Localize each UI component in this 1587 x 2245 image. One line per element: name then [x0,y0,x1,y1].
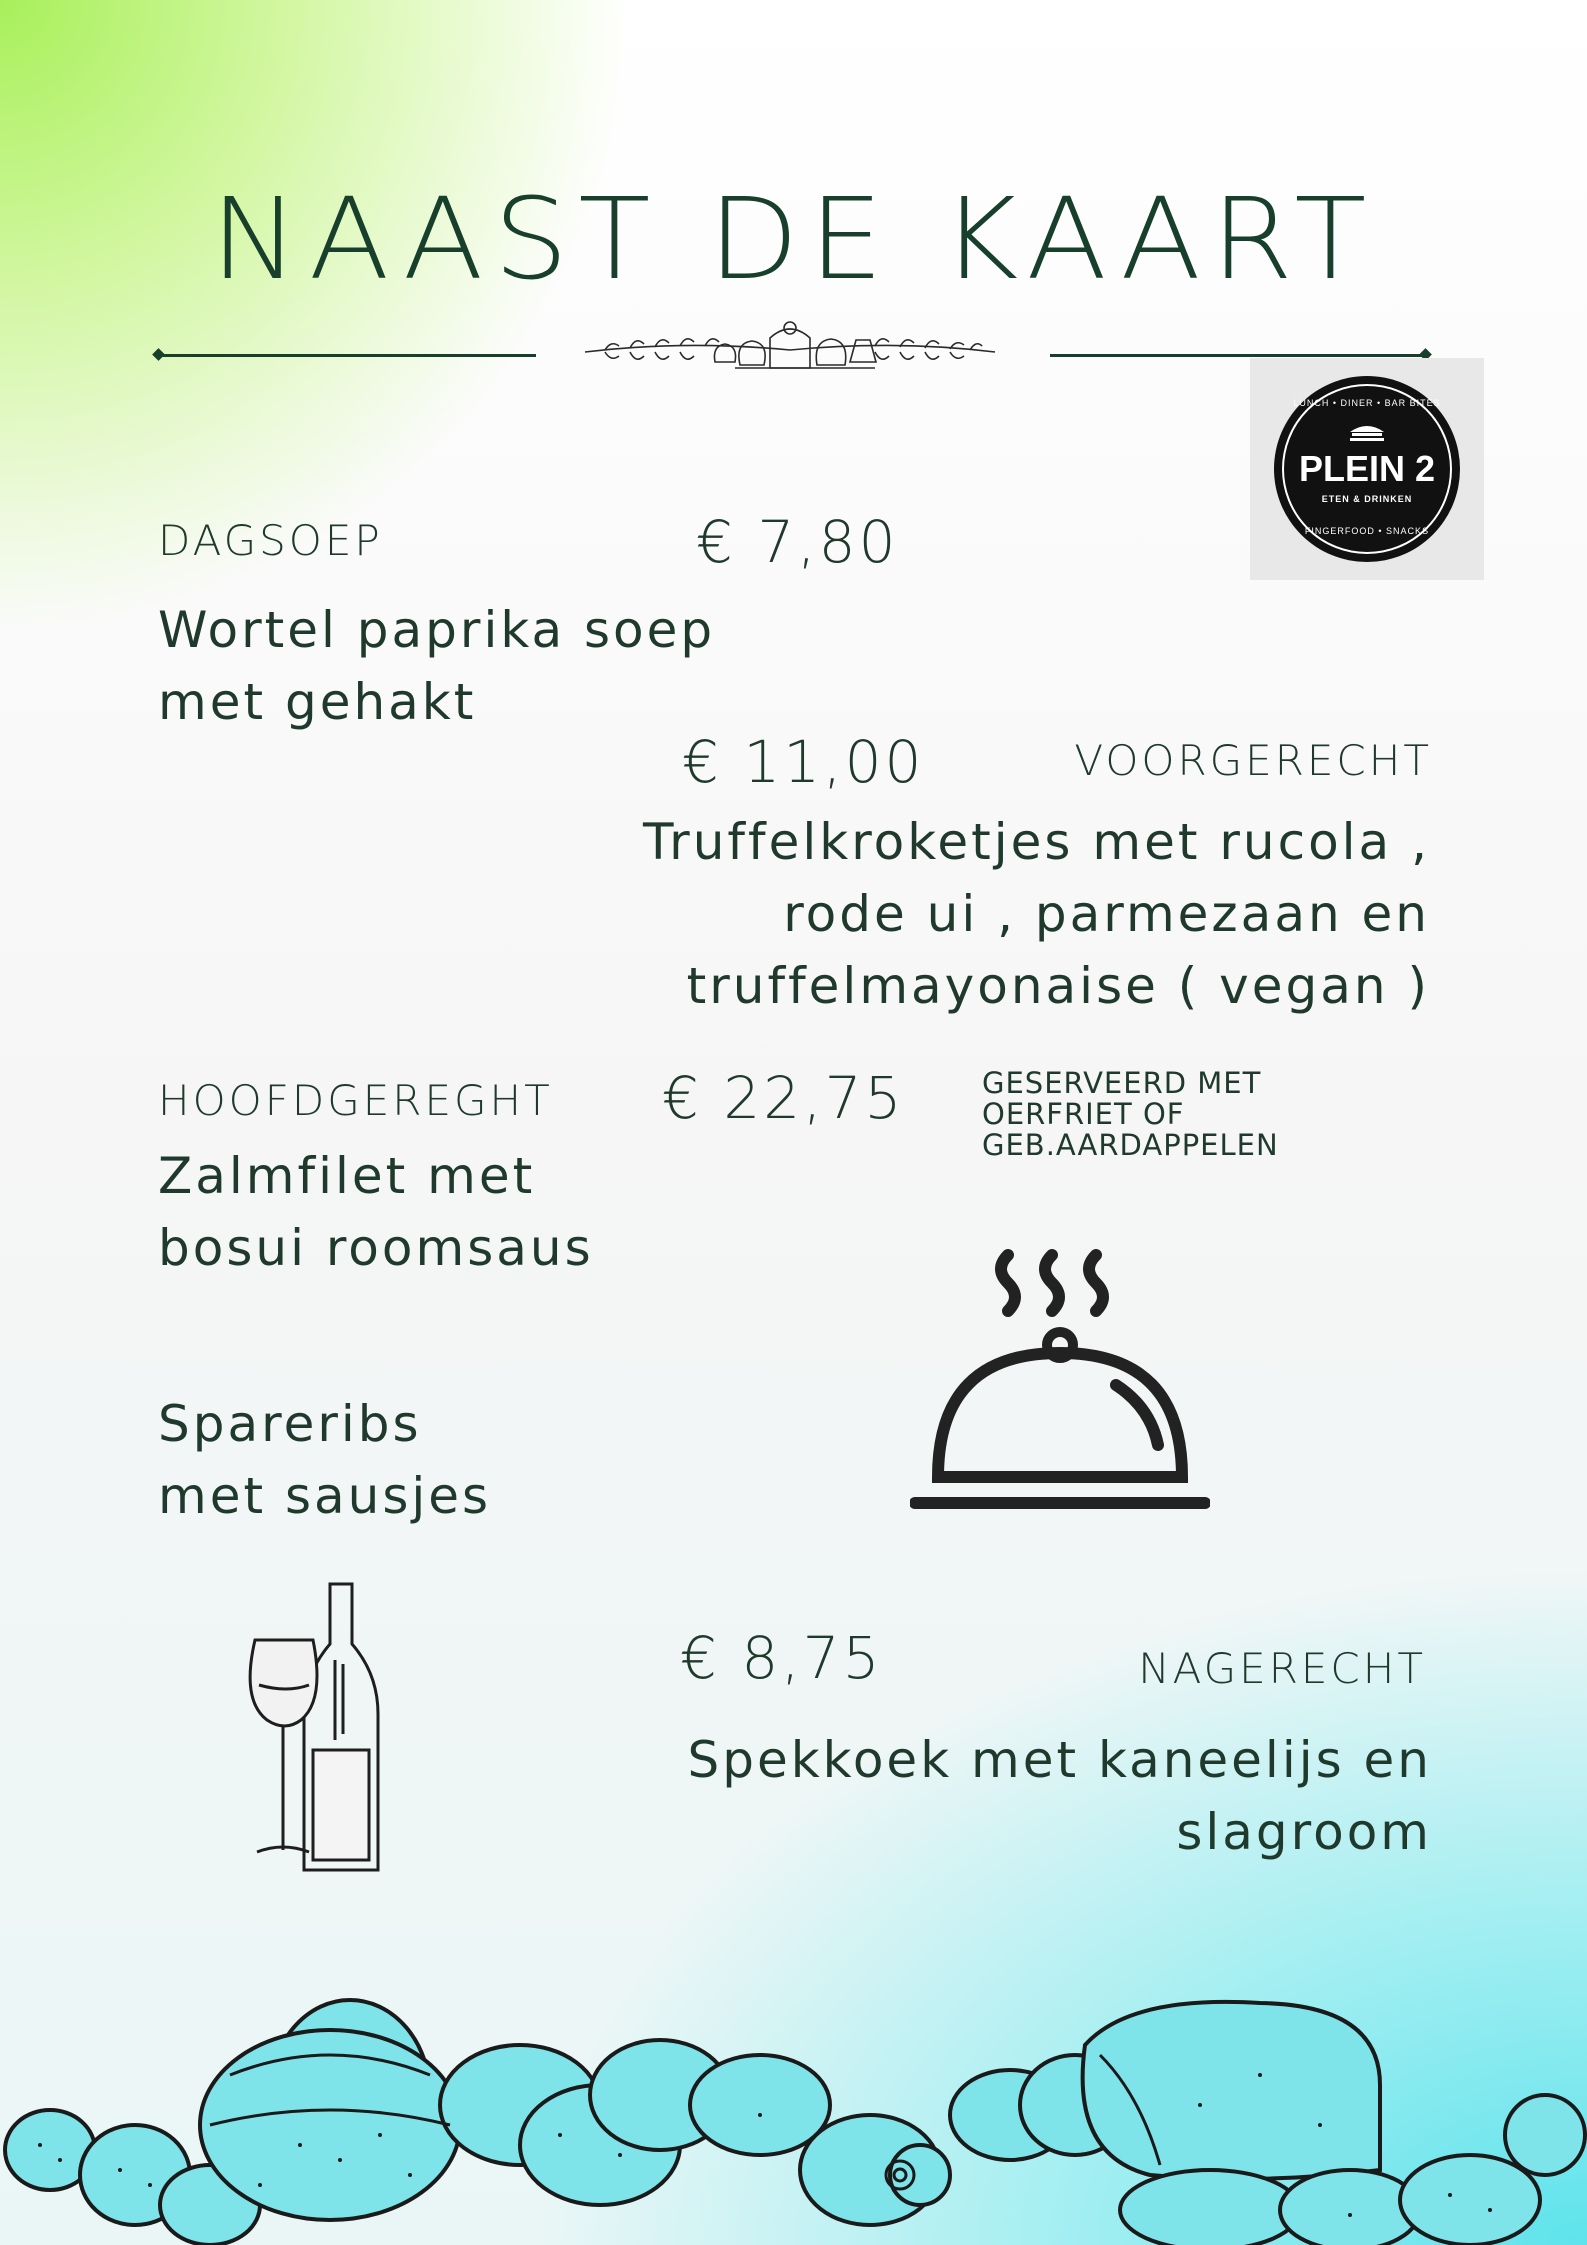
floral-divider-icon [575,310,1005,380]
house-icon [1346,422,1388,442]
category-voorgerecht: VOORGERECHT [1074,736,1432,785]
divider-left [158,354,536,357]
logo-badge [1274,376,1460,562]
category-dagsoep: DAGSOEP [158,516,383,565]
category-hoofdgerecht: HOOFDGEREGHT [158,1076,553,1125]
note-hoofdgerecht-line3: GEB.AARDAPPELEN [982,1128,1279,1162]
dish-dagsoep-line1: Wortel paprika soep [158,601,716,659]
logo-arc-bottom: FINGERFOOD • SNACKS [1304,526,1430,536]
dish-nagerecht-line1: Spekkoek met kaneelijs en [687,1731,1432,1789]
dish-zalmfilet-line2: bosui roomsaus [158,1219,594,1277]
divider-right [1050,354,1426,357]
dish-spareribs-line2: met sausjes [158,1467,492,1525]
price-hoofdgerecht: € 22,75 [662,1064,905,1132]
bread-illustration [0,1985,1587,2245]
price-nagerecht: € 8,75 [680,1624,883,1692]
cloche-icon [910,1245,1210,1515]
note-hoofdgerecht-line2: OERFRIET OF [982,1097,1185,1131]
category-nagerecht: NAGERECHT [1138,1644,1426,1693]
logo-tagline: ETEN & DRINKEN [1321,494,1413,504]
logo-arc-top: LUNCH • DINER • BAR BITES [1293,398,1441,408]
logo-name: PLEIN 2 [1298,448,1436,489]
dish-voorgerecht-line3: truffelmayonaise ( vegan ) [686,957,1430,1015]
note-hoofdgerecht-line1: GESERVEERD MET [982,1066,1262,1100]
dish-zalmfilet-line1: Zalmfilet met [158,1147,536,1205]
dish-voorgerecht-line1: Truffelkroketjes met rucola , [642,813,1430,871]
dish-nagerecht-line2: slagroom [1176,1803,1432,1861]
price-dagsoep: € 7,80 [696,508,899,576]
dish-spareribs-line1: Spareribs [158,1395,422,1453]
price-voorgerecht: € 11,00 [682,728,925,796]
page-title: NAAST DE KAART [210,173,1377,305]
wine-bottle-glass-icon [235,1580,395,1880]
dish-voorgerecht-line2: rode ui , parmezaan en [783,885,1430,943]
restaurant-logo [1250,358,1484,580]
dish-dagsoep-line2: met gehakt [158,673,477,731]
